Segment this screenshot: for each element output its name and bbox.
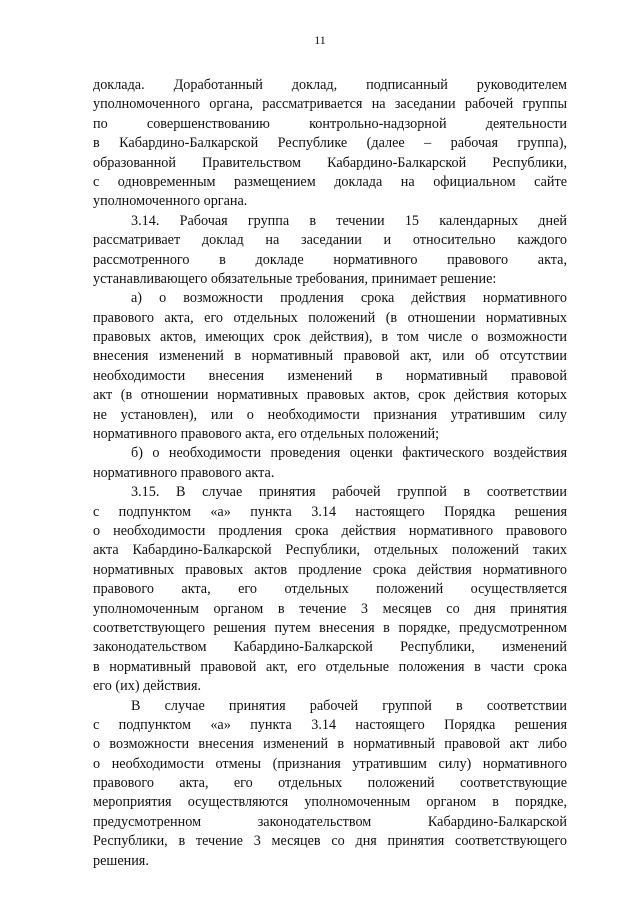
text-line: по совершенствованию контрольно-надзорной деятельности (93, 115, 567, 132)
text-line: рассмотренного в докладе нормативного правового акта, (93, 251, 567, 268)
text-line: акта Кабардино-Балкарской Республики, отдельных положений таких (93, 542, 567, 559)
text-line: с подпунктом «а» пункта 3.14 настоящего Порядка решения (93, 503, 567, 520)
text-line: о возможности внесения изменений в нормативный правовой акт либо (93, 736, 567, 753)
text-line: правовых актов, имеющих срок действия), в том числе о возможности (93, 329, 567, 346)
text-line: доклада. Доработанный доклад, подписанный руководителем (93, 77, 567, 93)
text-line: нормативного правового акта, его отдельных положений; (93, 426, 440, 443)
text-line: с одновременным размещением доклада на официальном сайте (93, 173, 567, 190)
text-line: в Кабардино-Балкарской Республике (далее – рабочая группа), (93, 135, 567, 152)
text-line: мероприятия осуществляются уполномоченным органом в порядке, (93, 794, 567, 811)
text-line: б) о необходимости проведения оценки фактического воздействия (131, 445, 567, 462)
text-line: предусмотренном законодательством Кабардино-Балкарской (93, 813, 567, 830)
text-line: уполномоченного органа. (93, 193, 248, 210)
text-line: образованной Правительством Кабардино-Балкарской Республики, (93, 154, 567, 171)
text-line: о необходимости отмены (признания утратившим силу) нормативного (93, 755, 567, 772)
text-line: соответствующего решения путем внесения в порядке, предусмотренном (93, 619, 567, 636)
text-line: нормативных правовых актов продление срока действия нормативного (93, 561, 567, 578)
text-line: правового акта, его отдельных положений осуществляется (93, 581, 567, 598)
text-line: с подпунктом «а» пункта 3.14 настоящего Порядка решения (93, 716, 567, 733)
text-line: правового акта, его отдельных положений соответствующие (93, 775, 567, 792)
text-line: уполномоченного органа, рассматривается на заседании рабочей группы (93, 96, 567, 113)
text-line: не установлен), или о необходимости признания утратившим силу (93, 406, 567, 423)
text-line: 3.14. Рабочая группа в течении 15 календарных дней (131, 212, 567, 229)
text-line: Республики, в течение 3 месяцев со дня принятия соответствующего (93, 833, 567, 850)
text-line: В случае принятия рабочей группой в соответствии (131, 697, 567, 714)
text-line: рассматривает доклад на заседании и относительно каждого (93, 232, 567, 249)
page-number: 11 (314, 33, 326, 47)
text-line: уполномоченным органом в течение 3 месяцев со дня принятия (93, 600, 567, 617)
text-line: его (их) действия. (93, 678, 202, 695)
text-line: акт (в отношении нормативных правовых актов, срок действия которых (93, 387, 567, 404)
text-line: устанавливающего обязательные требования, принимает решение: (93, 270, 497, 287)
text-line: нормативного правового акта. (93, 464, 275, 481)
text-line: 3.15. В случае принятия рабочей группой в соответствии (131, 484, 567, 501)
text-line: решения. (93, 852, 149, 869)
text-line: законодательством Кабардино-Балкарской Республики, изменений (93, 639, 567, 656)
text-line: а) о возможности продления срока действия нормативного (131, 290, 567, 307)
text-line: правового акта, его отдельных положений (в отношении нормативных (93, 309, 567, 326)
text-line: о необходимости продления срока действия нормативного правового (93, 522, 567, 539)
text-line: в нормативный правовой акт, его отдельные положения в части срока (93, 658, 567, 675)
document-body (93, 76, 567, 871)
text-line: необходимости внесения изменений в нормативный правовой (93, 367, 567, 384)
text-line: внесения изменений в нормативный правовой акт, или об отсутствии (93, 348, 567, 365)
